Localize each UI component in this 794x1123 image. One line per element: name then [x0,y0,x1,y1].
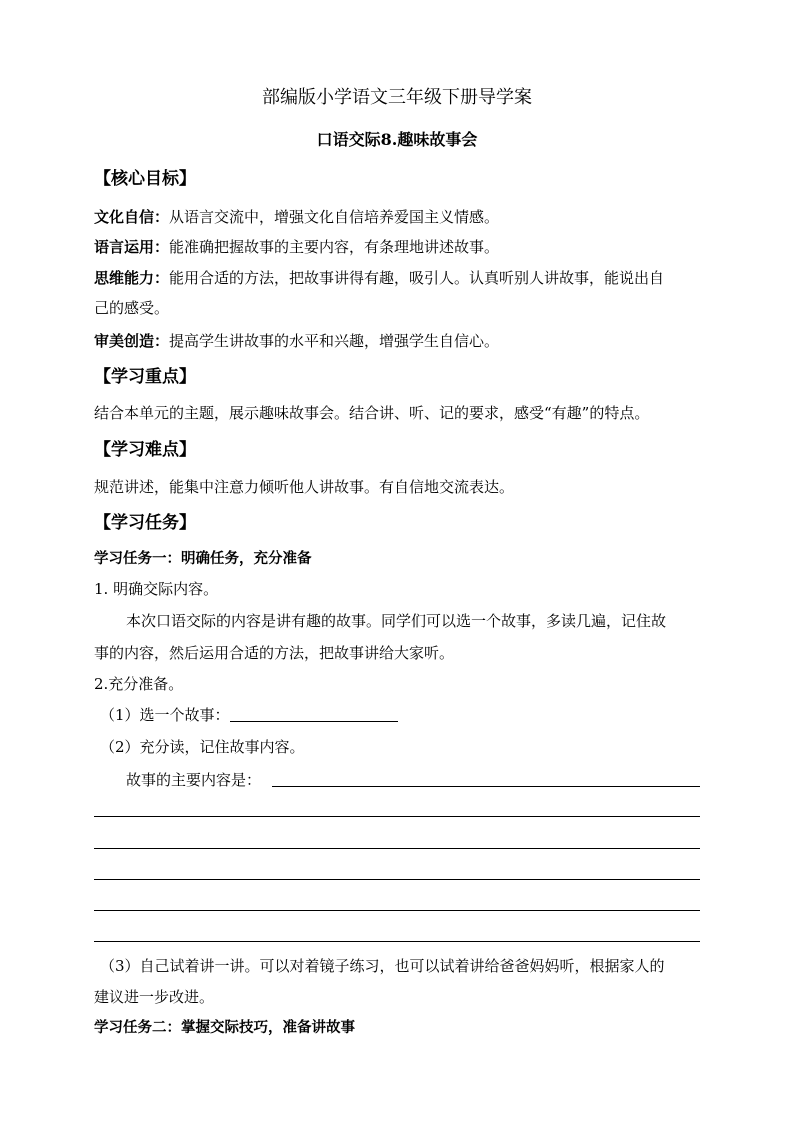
section-heading-core-goals: 【核心目标】 [94,169,196,189]
section-heading-tasks: 【学习任务】 [94,513,196,533]
writing-line-4[interactable] [94,910,700,911]
goal-label: 文化自信： [94,208,170,226]
difficulties-text: 规范讲述，能集中注意力倾听他人讲故事。有自信地交流表达。 [94,478,515,496]
goal-text: 提高学生讲故事的水平和兴趣，增强学生自信心。 [169,332,500,350]
goal-culture [94,207,700,227]
goal-language [94,237,700,257]
goal-text: 能用合适的方法，把故事讲得有趣，吸引人。认真听别人讲故事，能说出自 [169,269,665,287]
task1-sub3-line1: （3）自己试着讲一讲。可以对着镜子练习，也可以试着讲给爸爸妈妈听，根据家人的 [100,957,665,975]
story-choice-blank[interactable] [230,705,398,722]
goal-text: 从语言交流中，增强文化自信培养爱国主义情感。 [169,208,500,226]
goal-label: 语言运用： [94,238,170,256]
section-heading-key-points: 【学习重点】 [94,367,196,387]
task1-sub1 [100,705,700,725]
main-content-blank[interactable] [272,786,700,787]
task1-sub3-line2: 建议进一步改进。 [94,988,215,1006]
writing-line-2[interactable] [94,848,700,849]
sub1-label: （1）选一个故事： [100,706,230,724]
task1-paragraph-line2: 事的内容，然后运用合适的方法，把故事讲给大家听。 [94,644,455,662]
writing-line-3[interactable] [94,879,700,880]
task1-paragraph-line1: 本次口语交际的内容是讲有趣的故事。同学们可以选一个故事，多读几遍，记住故 [126,612,667,630]
goal-thinking [94,268,700,288]
goal-text: 能准确把握故事的主要内容，有条理地讲述故事。 [169,238,500,256]
section-heading-difficulties: 【学习难点】 [94,440,196,460]
document-title: 部编版小学语文三年级下册导学案 [262,87,532,108]
task2-title: 学习任务二：掌握交际技巧，准备讲故事 [94,1019,355,1036]
goal-label: 思维能力： [94,269,170,287]
task1-title: 学习任务一：明确任务，充分准备 [94,550,312,567]
main-content-label: 故事的主要内容是： [126,771,262,789]
key-points-text: 结合本单元的主题，展示趣味故事会。结合讲、听、记的要求，感受“有趣”的特点。 [94,404,650,422]
task1-step2: 2.充分准备。 [94,675,184,693]
task1-sub2: （2）充分读，记住故事内容。 [100,738,305,756]
goal-aesthetic [94,331,700,351]
task1-step1: 1. 明确交际内容。 [94,580,219,598]
writing-line-5[interactable] [94,941,700,942]
document-subtitle: 口语交际8.趣味故事会 [316,130,478,149]
writing-line-1[interactable] [94,816,700,817]
goal-thinking-continuation: 己的感受。 [94,299,170,317]
goal-label: 审美创造： [94,332,170,350]
